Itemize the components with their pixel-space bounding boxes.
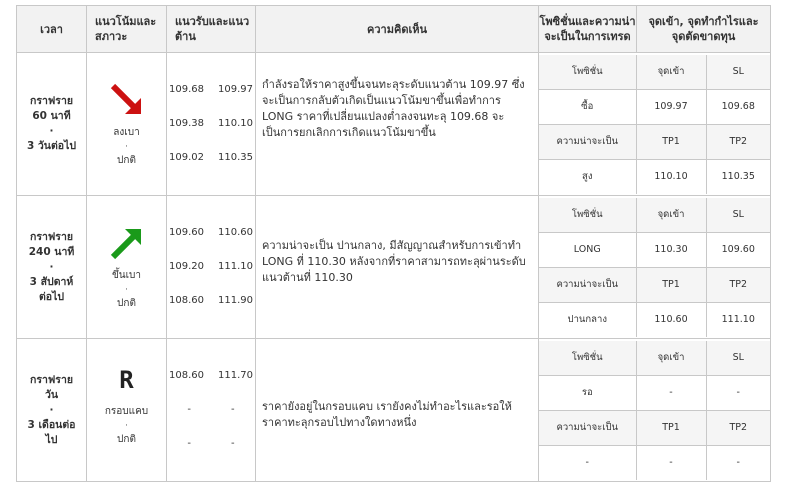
levels-cell: [167, 196, 256, 339]
separator: ·: [125, 421, 128, 431]
grid-sl-label: SL: [706, 341, 770, 376]
support-level: 109.20: [169, 261, 204, 272]
separator: ·: [125, 142, 128, 152]
position-grid-cell: [539, 339, 771, 482]
grid-entry-value: 110.30: [636, 232, 706, 267]
position-grid-cell: [539, 196, 771, 339]
grid-entry-label: จุดเข้า: [636, 55, 706, 90]
grid-entry-label: จุดเข้า: [636, 198, 706, 233]
grid-probability-value: สูง: [539, 159, 636, 194]
separator: ·: [125, 285, 128, 295]
table-row: [17, 196, 771, 339]
resistance-level: 110.60: [218, 227, 253, 238]
grid-sl-label: SL: [706, 198, 770, 233]
timeframe-cell: กราฟราย 240 นาที · 3 สัปดาห์ ต่อไป: [17, 196, 87, 339]
grid-tp1-value: 110.10: [636, 159, 706, 194]
state-label: ปกติ: [117, 298, 136, 309]
grid-tp1-label: TP1: [636, 124, 706, 159]
resistance-level: -: [231, 438, 235, 449]
state-label: ปกติ: [117, 434, 136, 445]
header-position-entry: [539, 6, 771, 53]
resistance-level: 110.35: [218, 152, 253, 163]
resistance-level: 111.10: [218, 261, 253, 272]
grid-position-label: โพซิชั่น: [539, 198, 636, 233]
resistance-level: 110.10: [218, 118, 253, 129]
grid-sl-value: 109.60: [706, 232, 770, 267]
trend-cell: [87, 53, 167, 196]
support-level: 109.60: [169, 227, 204, 238]
grid-position-label: โพซิชั่น: [539, 55, 636, 90]
range-r-icon: R: [119, 366, 134, 394]
state-label: ปกติ: [117, 155, 136, 166]
header-entry: จุดเข้า, จุดทำกำไรและ จุดตัดขาดทุน: [648, 15, 759, 43]
grid-tp1-label: TP1: [636, 410, 706, 445]
grid-entry-value: -: [636, 375, 706, 410]
trend-cell: [87, 339, 167, 482]
timeframe-cell: กราฟราย วัน · 3 เดือนต่อ ไป: [17, 339, 87, 482]
resistance-level: 111.90: [218, 295, 253, 306]
grid-probability-label: ความน่าจะเป็น: [539, 410, 636, 445]
header-position: โพซิชั่นและความน่า จะเป็นในการเทรด: [539, 6, 637, 52]
grid-probability-value: -: [539, 445, 636, 480]
comment-cell: ความน่าจะเป็น ปานกลาง, มีสัญญาณสำหรับการเข้าทำ LONG ที่ 110.30 หลังจากที่ราคาสามารถทะลุผ่านระดับแนวต้านที่ 110.30: [256, 196, 539, 339]
levels-cell: [167, 53, 256, 196]
grid-sl-value: 109.68: [706, 89, 770, 124]
grid-entry-value: 109.97: [636, 89, 706, 124]
grid-sl-value: -: [706, 375, 770, 410]
grid-tp2-label: TP2: [706, 410, 770, 445]
arrow-down-right-icon: [107, 80, 147, 120]
trend-label: กรอบแคบ: [104, 406, 149, 417]
position-grid-cell: [539, 53, 771, 196]
header-levels: แนวรับและแนว ต้าน: [167, 6, 256, 53]
support-level: 109.02: [169, 152, 204, 163]
grid-position-value: รอ: [539, 375, 636, 410]
resistance-level: -: [231, 404, 235, 415]
grid-position-label: โพซิชั่น: [539, 341, 636, 376]
support-level: -: [187, 404, 191, 415]
grid-tp2-label: TP2: [706, 267, 770, 302]
support-level: 108.60: [169, 370, 204, 381]
support-level: 109.68: [169, 84, 204, 95]
support-level: 109.38: [169, 118, 204, 129]
support-level: 108.60: [169, 295, 204, 306]
grid-probability-value: ปานกลาง: [539, 302, 636, 337]
header-comment: ความคิดเห็น: [256, 6, 539, 53]
grid-tp2-value: 110.35: [721, 171, 755, 182]
comment-cell: ราคายังอยู่ในกรอบแคบ เรายังคงไม่ทำอะไรและรอให้ราคาทะลุกรอบไปทางใดทางหนึ่ง: [256, 339, 539, 482]
levels-cell: [167, 339, 256, 482]
grid-probability-label: ความน่าจะเป็น: [539, 267, 636, 302]
grid-entry-label: จุดเข้า: [636, 341, 706, 376]
grid-sl-label: SL: [706, 55, 770, 90]
comment-cell: กำลังรอให้ราคาสูงขึ้นจนทะลุระดับแนวต้าน 109.97 ซึ่งจะเป็นการกลับตัวเกิดเป็นแนวโน้มขาขึ้นเพื่อทำการ LONG ราคาที่เปลี่ยนแปลงต่ำลงจนทะลุ 109.68 จะเป็นการยกเลิกการเกิดแนวโน้มขาขึ้น: [256, 53, 539, 196]
resistance-level: 111.70: [218, 370, 253, 381]
forecast-table: [16, 5, 771, 482]
table-row: [17, 53, 771, 196]
header-time: เวลา: [17, 6, 87, 53]
header-trend: แนวโน้มและ สภาวะ: [87, 6, 167, 53]
resistance-level: 109.97: [218, 84, 253, 95]
timeframe-cell: กราฟราย 60 นาที · 3 วันต่อไป: [17, 53, 87, 196]
position-grid: [539, 198, 770, 337]
table-row: [17, 339, 771, 482]
grid-tp1-value: 110.60: [636, 302, 706, 337]
grid-tp1-label: TP1: [636, 267, 706, 302]
grid-position-value: ซื้อ: [539, 89, 636, 124]
trend-label: ขึ้นเบา: [111, 270, 142, 281]
grid-tp1-value: -: [636, 445, 706, 480]
grid-probability-label: ความน่าจะเป็น: [539, 124, 636, 159]
grid-tp2-value: -: [736, 457, 740, 468]
trend-label: ลงเบา: [113, 127, 140, 138]
grid-tp2-label: TP2: [706, 124, 770, 159]
grid-position-value: LONG: [539, 232, 636, 267]
support-level: -: [187, 438, 191, 449]
grid-tp2-value: 111.10: [721, 314, 755, 325]
position-grid: [539, 55, 770, 194]
position-grid: [539, 341, 770, 480]
trend-cell: [87, 196, 167, 339]
arrow-up-right-icon: [107, 223, 147, 263]
